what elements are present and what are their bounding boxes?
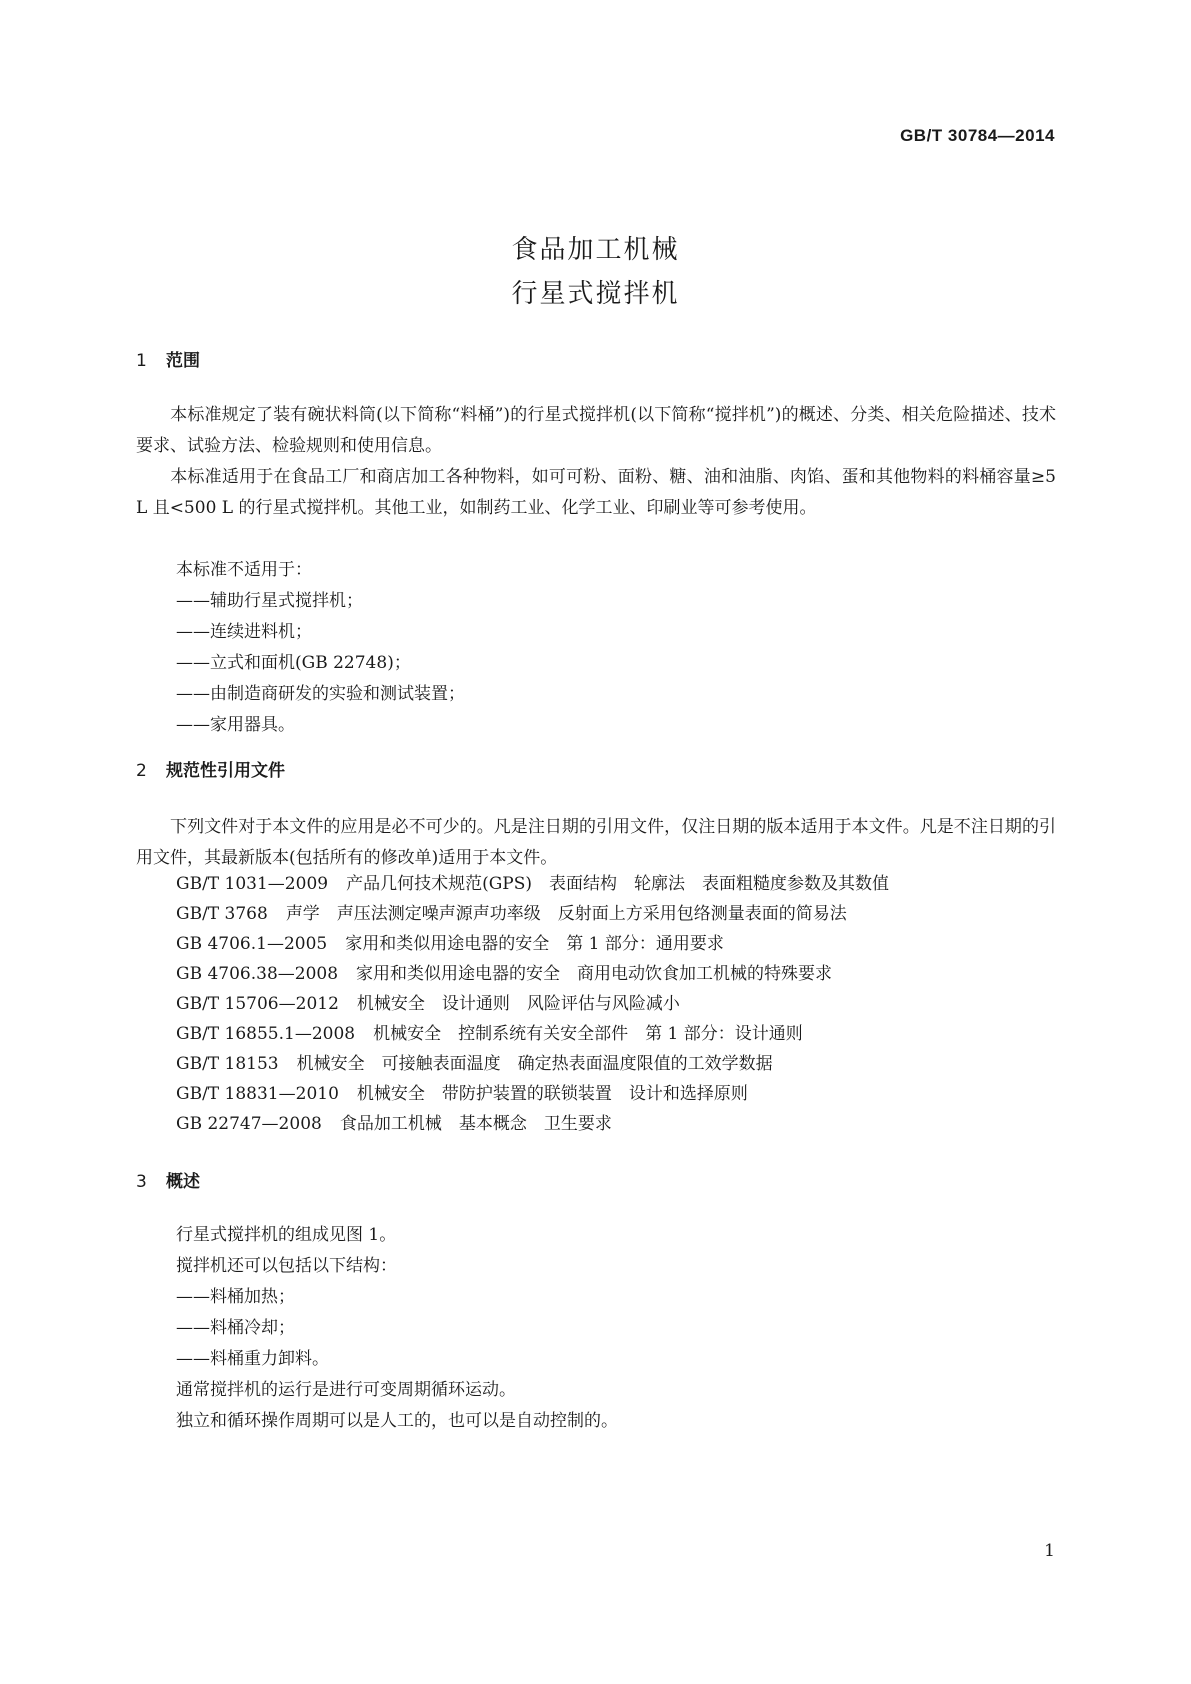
reference-entry <box>176 989 680 1020</box>
reference-entry <box>176 929 724 960</box>
section-title: 概述 <box>166 1172 200 1192</box>
reference-entry <box>176 1019 803 1050</box>
reference-entry <box>176 869 889 900</box>
reference-title: 机械安全 可接触表面温度 确定热表面温度限值的工效学数据 <box>296 1054 773 1074</box>
section-title: 范围 <box>166 351 200 371</box>
section-1-paragraph-1 <box>136 400 1056 462</box>
section-3-heading <box>136 1167 200 1192</box>
standard-number: GB/T 30784—2014 <box>900 126 1055 145</box>
section-number: 2 <box>136 761 147 781</box>
not-applicable-intro: 本标准不适用于： <box>176 560 312 580</box>
paragraph-text: 本标准适用于在食品工厂和商店加工各种物料，如可可粉、面粉、糖、油和油脂、肉馅、蛋和其他物料的料桶容量≥5 L 且<500 L 的行星式搅拌机。其他工业，如制药工业、化学工业、印刷业等可参考使用。 <box>136 467 1056 518</box>
exclusion-item: ——由制造商研发的实验和测试装置； <box>176 684 465 704</box>
exclusion-item: ——家用器具。 <box>176 715 295 735</box>
section-title: 规范性引用文件 <box>166 761 285 781</box>
overview-line: ——料桶重力卸料。 <box>176 1349 329 1369</box>
reference-title: 食品加工机械 基本概念 卫生要求 <box>339 1114 612 1134</box>
reference-entry <box>176 1109 612 1140</box>
reference-title: 产品几何技术规范(GPS) 表面结构 轮廓法 表面粗糙度参数及其数值 <box>346 874 890 894</box>
overview-line: 独立和循环操作周期可以是人工的，也可以是自动控制的。 <box>176 1411 618 1431</box>
reference-entry <box>176 899 847 930</box>
overview-line: ——料桶加热； <box>176 1287 295 1307</box>
section-2-heading <box>136 756 285 781</box>
section-1-paragraph-2 <box>136 462 1056 524</box>
reference-entry <box>176 1079 748 1110</box>
reference-code: GB 4706.1—2005 <box>176 934 328 954</box>
overview-line: 通常搅拌机的运行是进行可变周期循环运动。 <box>176 1380 516 1400</box>
reference-title: 声学 声压法测定噪声源声功率级 反射面上方采用包络测量表面的简易法 <box>285 904 847 924</box>
reference-code: GB 4706.38—2008 <box>176 964 339 984</box>
section-number: 3 <box>136 1172 147 1192</box>
paragraph-text: 本标准规定了装有碗状料筒(以下简称“料桶”)的行星式搅拌机(以下简称“搅拌机”)的概述、分类、相关危险描述、技术要求、试验方法、检验规则和使用信息。 <box>136 405 1056 456</box>
reference-code: GB/T 16855.1—2008 <box>176 1024 356 1044</box>
reference-code: GB/T 15706—2012 <box>176 994 339 1014</box>
section-1-heading <box>136 346 200 371</box>
title-line-2: 行星式搅拌机 <box>511 279 680 309</box>
overview-line: ——料桶冷却； <box>176 1318 295 1338</box>
reference-title: 家用和类似用途电器的安全 第 1 部分：通用要求 <box>345 934 724 954</box>
paragraph-text: 下列文件对于本文件的应用是必不可少的。凡是注日期的引用文件，仅注日期的版本适用于本文件。凡是不注日期的引用文件，其最新版本(包括所有的修改单)适用于本文件。 <box>136 817 1056 868</box>
reference-title: 机械安全 设计通则 风险评估与风险减小 <box>356 994 680 1014</box>
reference-code: GB/T 18153 <box>176 1054 279 1074</box>
exclusion-item: ——连续进料机； <box>176 622 312 642</box>
reference-title: 家用和类似用途电器的安全 商用电动饮食加工机械的特殊要求 <box>356 964 833 984</box>
section-2-paragraph-1 <box>136 812 1056 874</box>
reference-code: GB/T 1031—2009 <box>176 874 329 894</box>
reference-title: 机械安全 带防护装置的联锁装置 设计和选择原则 <box>356 1084 748 1104</box>
reference-entry <box>176 1049 773 1080</box>
exclusion-item: ——立式和面机(GB 22748)； <box>176 653 411 673</box>
reference-code: GB/T 3768 <box>176 904 268 924</box>
reference-code: GB/T 18831—2010 <box>176 1084 339 1104</box>
title-line-1: 食品加工机械 <box>511 235 680 265</box>
exclusion-item: ——辅助行星式搅拌机； <box>176 591 363 611</box>
reference-code: GB 22747—2008 <box>176 1114 322 1134</box>
reference-title: 机械安全 控制系统有关安全部件 第 1 部分：设计通则 <box>373 1024 803 1044</box>
overview-line: 行星式搅拌机的组成见图 1。 <box>176 1225 397 1245</box>
overview-line: 搅拌机还可以包括以下结构： <box>176 1256 397 1276</box>
reference-entry <box>176 959 832 990</box>
page-number: 1 <box>1044 1541 1055 1561</box>
section-number: 1 <box>136 351 147 371</box>
document-title <box>0 228 1191 316</box>
